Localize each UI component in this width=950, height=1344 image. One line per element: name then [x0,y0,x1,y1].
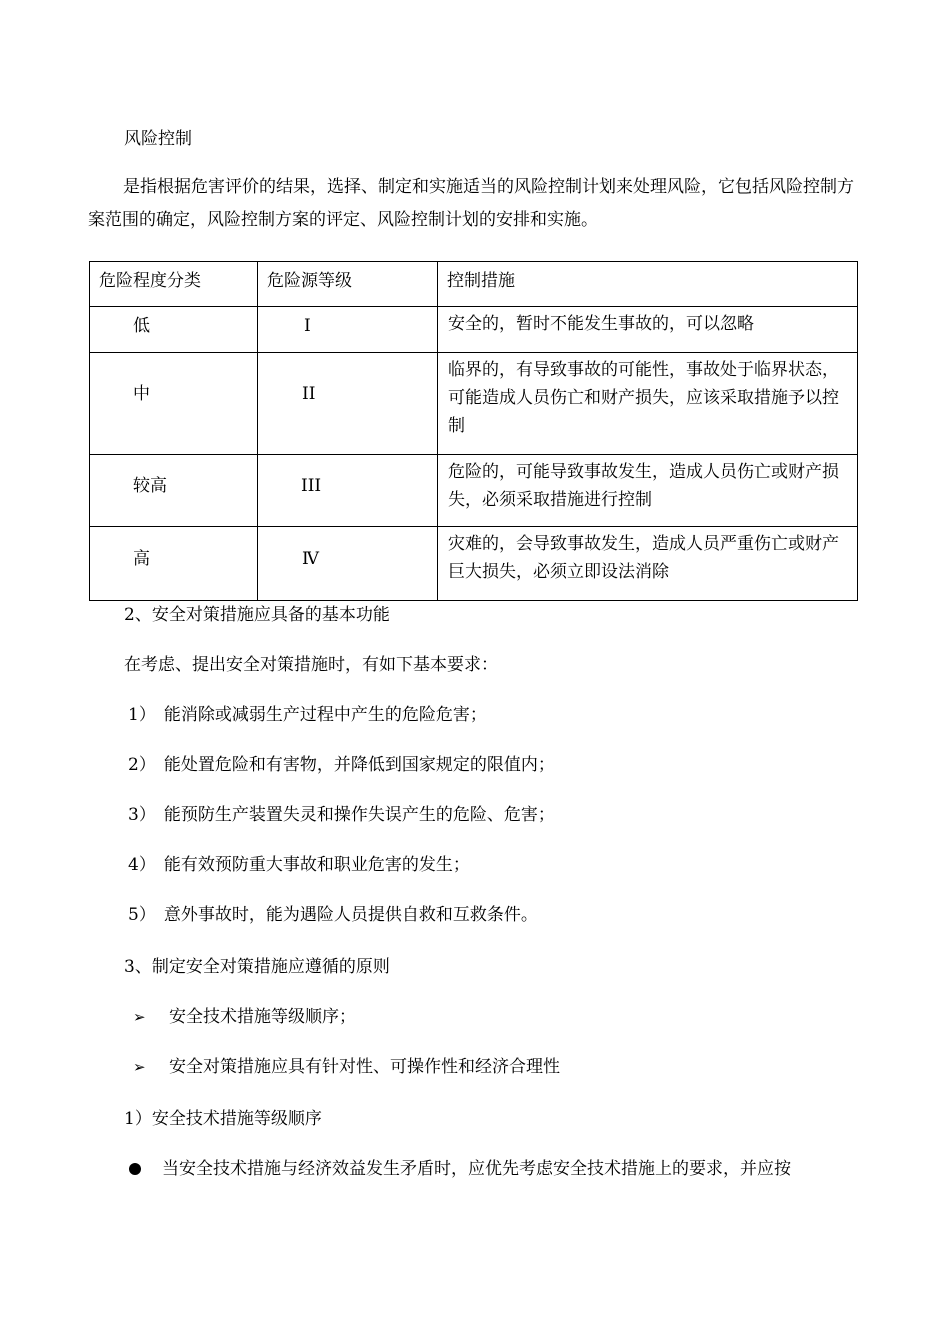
filled-circle-icon [129,1163,141,1175]
subsection-title: 1）安全技术措施等级顺序 [124,1109,322,1129]
list-item [128,703,487,727]
cell-level: Ⅳ [258,527,438,601]
cell-category: 低 [90,307,258,353]
table-row [90,307,858,353]
cell-category: 较高 [90,455,258,527]
cell-measure: 灾难的，会导致事故发生，造成人员严重伤亡或财产巨大损失，必须立即设法消除 [438,527,858,601]
list-number: 4） [128,855,156,875]
list-item [128,903,538,927]
arrow-bullet-icon: ➢ [133,1008,146,1026]
section-heading: 风险控制 [124,129,192,149]
cell-measure: 安全的，暂时不能发生事故的，可以忽略 [438,307,858,353]
header-category: 危险程度分类 [90,262,258,307]
list-number: 1） [128,705,156,725]
cell-category: 中 [90,353,258,455]
list-item [128,803,555,827]
cell-category: 高 [90,527,258,601]
list-number: 3） [128,805,156,825]
table-row [90,455,858,527]
cell-level: III [258,455,438,527]
list-text: 能处置危险和有害物，并降低到国家规定的限值内； [163,755,555,775]
header-measure: 控制措施 [438,262,858,307]
cell-level: I [258,307,438,353]
cell-level: II [258,353,438,455]
section2-title: 2、安全对策措施应具备的基本功能 [124,605,390,625]
list-number: 2） [128,755,156,775]
principle-item: 安全技术措施等级顺序； [169,1007,356,1027]
header-level: 危险源等级 [258,262,438,307]
table-row [90,353,858,455]
table-header-row [90,262,858,307]
principle-item: 安全对策措施应具有针对性、可操作性和经济合理性 [169,1057,560,1077]
section3-title: 3、制定安全对策措施应遵循的原则 [124,957,390,977]
list-item [128,753,555,777]
list-number: 5） [128,905,156,925]
table-row [90,527,858,601]
list-text: 意外事故时，能为遇险人员提供自救和互救条件。 [163,905,538,925]
list-item [128,853,470,877]
cell-measure: 危险的，可能导致事故发生，造成人员伤亡或财产损失，必须采取措施进行控制 [438,455,858,527]
cell-measure: 临界的，有导致事故的可能性，事故处于临界状态，可能造成人员伤亡和财产损失，应该采取措施予以控制 [438,353,858,455]
risk-table [89,261,858,601]
arrow-bullet-icon: ➢ [133,1058,146,1076]
bullet-text: 当安全技术措施与经济效益发生矛盾时，应优先考虑安全技术措施上的要求，并应按 [162,1159,791,1179]
list-text: 能有效预防重大事故和职业危害的发生； [163,855,470,875]
intro-paragraph: 是指根据危害评价的结果，选择、制定和实施适当的风险控制计划来处理风险，它包括风险控制方案范围的确定，风险控制方案的评定、风险控制计划的安排和实施。 [88,177,854,230]
list-text: 能预防生产装置失灵和操作失误产生的危险、危害； [163,805,555,825]
list-text: 能消除或减弱生产过程中产生的危险危害； [163,705,487,725]
section2-intro: 在考虑、提出安全对策措施时，有如下基本要求： [124,655,498,675]
